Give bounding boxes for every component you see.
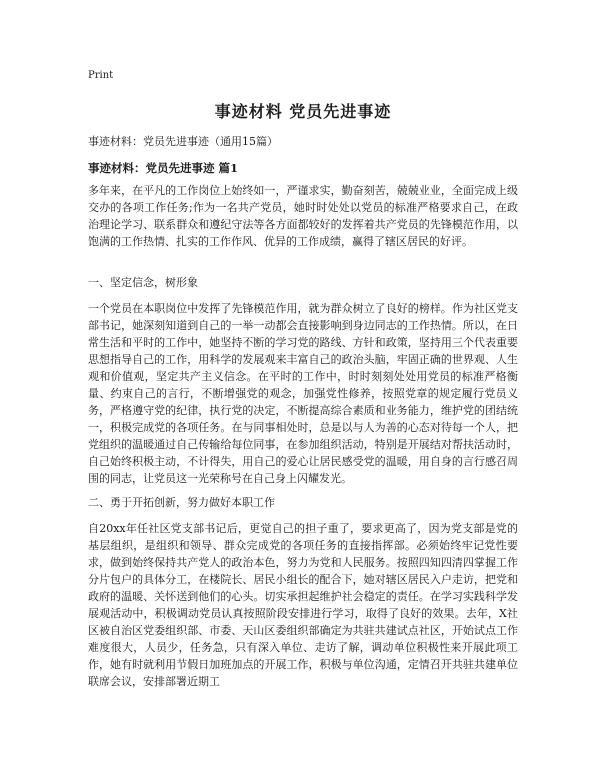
heading-1: 一、坚定信念，树形象 xyxy=(88,276,198,289)
paragraph-1: 多年来，在平凡的工作岗位上始终如一，严谨求实，勤奋刻苦，兢兢业业，全面完成上级交办的各项工作任务;作为一名共产党员，她时时处处以党员的标准严格要求自己，在政治理论学习、联系群众和遵纪守法等各方面都较好的发挥着共产党员的先锋模范作用，以饱满的工作热情、扎实的工作作风、优异的工作成绩，赢得了辖区居民的好评。 xyxy=(88,184,518,248)
paragraph-3: 自20xx年任社区党支部书记后，更觉自己的担子重了，要求更高了，因为党支部是党的基层组织，是组织和领导、群众完成党的各项任务的直接指挥部。必须始终牢记党性要求，做到始终保持共产党人的政治本色，努力为党和人民服务。按照四知四清四掌握工作分片包户的具体分工，在楼院长、居民小组长的配合下，她对辖区居民入户走访，把党和政府的温暖、关怀送到他们的心头。切实承担起维护社会稳定的责任。在学习实践科学发展观活动中，积极调动党员认真按照阶段安排进行学习，取得了良好的效果。去年，X社区被自治区党委组织部、市委、天山区委组织部确定为共驻共建试点社区，开始试点工作难度很大，人员少，任务急，只有深入单位、走访了解，调动单位积极性来开展此项工作，她有时就利用节假日加班加点的开展工作，积极与单位沟通，定情召开共驻共建单位联席会议，安排部署近期工 xyxy=(88,522,518,688)
heading-2: 二、勇于开拓创新，努力做好本职工作 xyxy=(88,496,275,509)
print-label: Print xyxy=(88,70,114,81)
section-title: 事迹材料：党员先进事迹 篇1 xyxy=(88,161,239,175)
paragraph-2: 一个党员在本职岗位中发挥了先锋模范作用，就为群众树立了良好的榜样。作为社区党支部书记，她深刻知道到自己的一举一动都会直接影响到身边同志的工作热情。所以，在日常生活和平时的工作中，她坚持不断的学习党的路线、方针和政策，坚持用三个代表重要思想指导自己的工作，用科学的发展观来丰富自己的政治头脑，牢固正确的世界观、人生观和价值观，坚定共产主义信念。在平时的工作中，时时刻刻处处用党员的标准严格衡量、约束自己的言行，不断增强党的观念，加强党性修养，按照党章的规定履行党员义务，严格遵守党的纪律，执行党的决定，不断提高综合素质和业务能力，维护党的团结统一，积极完成党的各项任务。在与同事相处时，总是以与人为善的心态对待每一个人，把党组织的温暖通过自己传输给每位同事，在参加组织活动，特别是开展结对帮扶活动时，自己始终积极主动，不计得失，用自己的爱心让居民感受党的温暖，用自身的言行感召周围的同志，让党员这一光荣称号在自己身上闪耀发光。 xyxy=(88,302,518,485)
document-title: 事迹材料 党员先进事迹 xyxy=(214,102,392,121)
document-subtitle: 事迹材料：党员先进事迹（通用15篇） xyxy=(88,135,278,148)
